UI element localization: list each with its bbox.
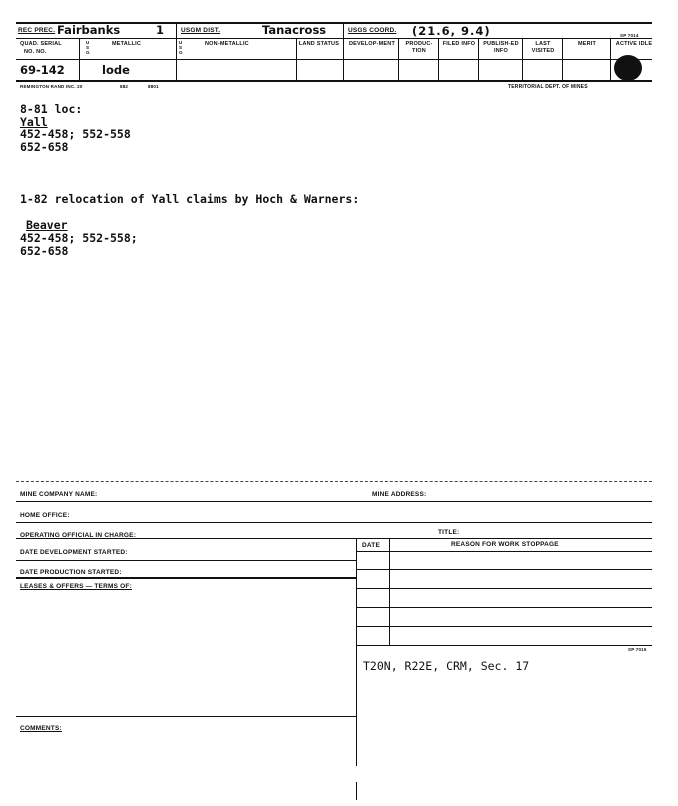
note-line-5: 1-82 relocation of Yall claims by Hoch & Warners: (20, 192, 360, 206)
active-idle-mark (614, 55, 642, 81)
bottom-vline-tail (356, 782, 357, 800)
date-development-label: DATE DEVELOPMENT STARTED: (20, 549, 128, 556)
metallic-value: lode (102, 63, 130, 77)
date-col-label: DATE (362, 542, 381, 549)
col-sep (610, 38, 611, 80)
rule-mine-company (16, 501, 652, 502)
col-sep (343, 22, 344, 80)
rule-comments (16, 716, 356, 717)
title-label: TITLE: (438, 529, 460, 536)
rule-date-dev (16, 560, 356, 561)
home-office-label: HOME OFFICE: (20, 512, 70, 519)
rule-date-prod (16, 577, 356, 579)
col-sep (79, 38, 80, 80)
col-production: PRODUC-TION (405, 41, 433, 54)
col-land-status: LAND STATUS (298, 41, 340, 47)
col-sep (478, 38, 479, 80)
reason-stoppage-label: REASON FOR WORK STOPPAGE (451, 541, 559, 548)
stoppage-row (356, 551, 652, 552)
col-sep (296, 38, 297, 80)
col-sep (398, 38, 399, 80)
note-line-6: Beaver (26, 218, 68, 232)
bottom-vline (356, 646, 357, 766)
rec-prec-number: 1 (156, 23, 165, 37)
col-usg-1: U S G (86, 40, 90, 55)
col-published-info: PUBLISH-ED INFO (483, 41, 519, 54)
col-last-visited: LAST VISITED (531, 41, 555, 54)
usgs-dist-label: USGM DIST. (181, 27, 221, 34)
dept-credit: TERRITORIAL DEPT. OF MINES (508, 84, 588, 90)
operating-official-label: OPERATING OFFICIAL IN CHARGE: (20, 532, 137, 539)
note-line-3: 452-458; 552-558 (20, 127, 131, 141)
header-rule-3 (16, 59, 652, 60)
leases-offers-label: LEASES & OFFERS — TERMS OF: (20, 583, 132, 590)
form-code-top: SP 7014 (620, 33, 639, 38)
comments-label: COMMENTS: (20, 725, 62, 732)
printer-code-2: 8801 (148, 84, 159, 89)
note-line-1: 8-81 loc: (20, 102, 83, 116)
col-sep (522, 38, 523, 80)
col-usg-2: U S G (179, 40, 183, 55)
col-non-metallic: NON-METALLIC (205, 41, 249, 47)
note-line-2: Yall (20, 115, 48, 129)
printer-code-1: 882 (120, 84, 129, 89)
form-code-bottom: SP 7015 (628, 647, 647, 652)
col-active-idle: ACTIVE IDLE (615, 41, 653, 47)
mine-company-label: MINE COMPANY NAME: (20, 491, 98, 498)
stoppage-vline (356, 538, 357, 646)
rec-prec-value: Fairbanks (57, 23, 121, 37)
col-no-no: NO. NO. (24, 49, 47, 55)
stoppage-date-sep (389, 538, 390, 646)
header-bottom-rule (16, 80, 652, 82)
location-text: T20N, R22E, CRM, Sec. 17 (363, 659, 530, 673)
note-line-4: 652-658 (20, 140, 69, 154)
rec-prec-label: REC PREC. (18, 27, 56, 34)
col-merit: MERIT (577, 41, 597, 47)
col-sep (562, 38, 563, 80)
rule-home-office (16, 522, 652, 523)
printer-credit: REMINGTON RAND INC. 20 (20, 84, 83, 89)
stoppage-row (356, 588, 652, 589)
col-sep (176, 22, 177, 80)
usgs-dist-value: Tanacross (262, 23, 327, 37)
col-sep (438, 38, 439, 80)
usgs-coord-value: (21.6, 9.4) (412, 24, 491, 38)
stoppage-row (356, 607, 652, 608)
col-metallic: METALLIC (112, 41, 141, 47)
col-filed-info: FILED INFO (442, 41, 476, 47)
note-line-7: 452-458; 552-558; (20, 231, 138, 245)
usgs-coord-label: USGS COORD. (348, 27, 397, 34)
stoppage-row (356, 645, 652, 646)
quad-serial-value: 69-142 (20, 63, 65, 77)
col-quad-serial: QUAD. SERIAL (20, 41, 62, 47)
date-production-label: DATE PRODUCTION STARTED: (20, 569, 122, 576)
note-line-8: 652-658 (20, 244, 69, 258)
lower-top-rule (16, 481, 652, 482)
stoppage-row (356, 626, 652, 627)
header-rule-2 (16, 38, 652, 39)
col-development: DEVELOP-MENT (348, 41, 396, 47)
rule-operating (16, 538, 652, 539)
mine-address-label: MINE ADDRESS: (372, 491, 427, 498)
stoppage-row (356, 569, 652, 570)
